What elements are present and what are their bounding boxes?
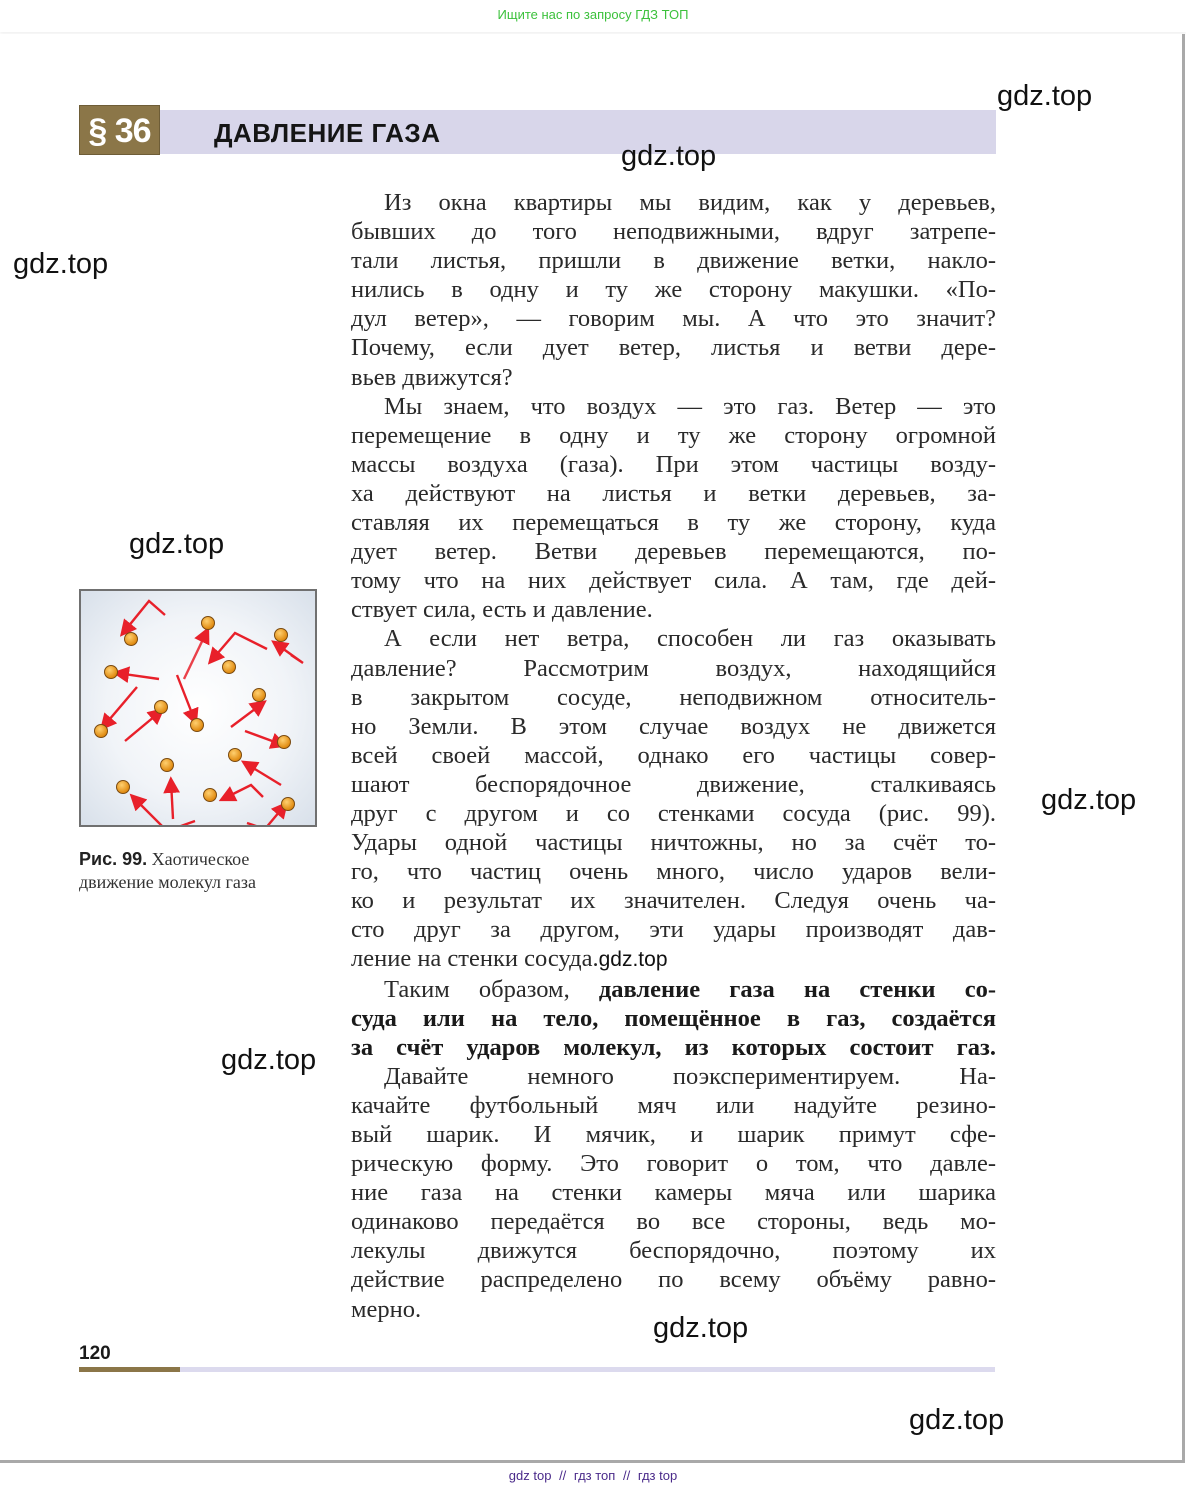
text-line: бывших до того неподвижными, вдруг затрепе- [351, 218, 996, 246]
text-line: тали листья, пришли в движение ветки, накло- [351, 247, 996, 275]
definition-bold-3: за счёт ударов молекул, из которых состоит газ. [351, 1033, 996, 1061]
text-line: Удары одной частицы ничтожны, но за счёт то- [351, 829, 996, 857]
watermark: gdz.top [221, 1044, 317, 1076]
text-line: А если нет ветра, способен ли газ оказывать [384, 625, 996, 653]
footer-separator: // [559, 1468, 567, 1483]
watermark: gdz.top [13, 248, 109, 280]
body-text [351, 188, 996, 1324]
text-line: Почему, если дует ветер, листья и ветви дере- [351, 334, 996, 362]
text-line: Мы знаем, что воздух — это газ. Ветер — это [384, 392, 996, 420]
figure-99-gas-molecules [79, 589, 317, 827]
text-line: Давайте немного поэкспериментируем. На- [384, 1062, 996, 1090]
text-line: массы воздуха (газа). При этом частицы возду- [351, 450, 996, 478]
text-line: дул ветер», — говорим мы. А что это значит? [351, 305, 996, 333]
footer-separator: // [622, 1468, 631, 1483]
watermark: gdz.top [1041, 784, 1137, 816]
text-line: в закрытом сосуде, неподвижном относитель- [351, 683, 996, 711]
inline-watermark: gdz.top [598, 948, 668, 972]
section-number-badge: § 36 [79, 105, 160, 155]
footer-links [0, 1468, 1186, 1483]
text-line: вьев движутся? [351, 363, 513, 391]
text-line: тому что на них действует сила. А там, где дей- [351, 567, 996, 595]
text-line: рическую форму. Это говорит о том, что давле- [351, 1150, 996, 1178]
text-line: лекулы движутся беспорядочно, поэтому их [351, 1237, 996, 1265]
molecule-motion-illustration [81, 591, 315, 825]
text-line: ставляя их перемещаться в ту же сторону, куда [351, 509, 996, 537]
text-line: перемещение в одну и ту же сторону огромной [351, 421, 996, 449]
text-line: действие распределено по всему объёму равно- [351, 1266, 996, 1294]
text-line: шают беспорядочное движение, сталкиваясь [351, 770, 996, 798]
footer-link-gdz-top-mixed[interactable]: гдз top [637, 1468, 678, 1483]
text-line: ние газа на стенки камеры мяча или шарика [351, 1179, 996, 1207]
text-line: Из окна квартиры мы видим, как у деревьев, [384, 189, 996, 216]
text-line: друг с другом и со стенками сосуда (рис. 99). [351, 799, 996, 827]
watermark: gdz.top [129, 528, 225, 560]
paragraph-5 [351, 1062, 996, 1324]
text-line: мерно. [351, 1295, 422, 1323]
paragraph-2 [351, 392, 996, 625]
text-line: качайте футбольный мяч или надуйте резино- [351, 1091, 996, 1119]
search-banner: Ищите нас по запросу ГДЗ ТОП [0, 0, 1186, 32]
text-line: го, что частиц очень много, число ударов вели- [351, 858, 996, 886]
text-line: ха действуют на листья и ветки деревьев, за- [351, 479, 996, 507]
page-number: 120 [79, 1343, 111, 1364]
text-line: вый шарик. И мячик, и шарик примут сфе- [351, 1121, 996, 1148]
watermark: gdz.top [909, 1404, 1005, 1436]
paragraph-3 [351, 624, 996, 974]
footer-link-gdz-top-ru[interactable]: гдз топ [573, 1468, 616, 1483]
figure-label: Рис. 99. [79, 849, 148, 869]
watermark: gdz.top [997, 80, 1093, 112]
text-line: дует ветер. Ветви деревьев перемещаются, по- [351, 538, 996, 566]
footer-rule [79, 1367, 995, 1372]
text-line: ствует сила, есть и давление. [351, 596, 653, 624]
paragraph-4 [351, 975, 996, 1062]
footer-rule-accent [79, 1367, 180, 1372]
watermark: gdz.top [653, 1312, 749, 1344]
text-line: всей своей массой, однако его частицы совер- [351, 741, 996, 769]
footer-link-gdz-top[interactable]: gdz top [508, 1468, 552, 1483]
section-title: ДАВЛЕНИЕ ГАЗА [214, 118, 441, 148]
definition-bold-1: давление газа на стенки со- [598, 975, 996, 1003]
watermark: gdz.top [621, 140, 717, 172]
text-line: нились в одну и ту же сторону макушки. «По- [351, 276, 996, 304]
figure-caption [79, 848, 319, 894]
p4-lead: Таким образом, [384, 975, 599, 1003]
definition-bold-2: суда или на тело, помещённое в газ, создаётся [351, 1004, 996, 1032]
text-line: но Земли. В этом случае воздух не движется [351, 712, 996, 740]
text-line: давление? Рассмотрим воздух, находящийся [351, 654, 996, 682]
text-line: ко и результат их значителен. Следуя очень ча- [351, 887, 996, 915]
text-line: ление на стенки сосуда.gdz.top [351, 945, 668, 973]
text-line: сто друг за другом, эти удары производят дав- [351, 916, 996, 944]
text-line: одинаково передаётся во все стороны, ведь мо- [351, 1208, 996, 1236]
figure-caption-text: Хаотическое движение молекул газа [79, 849, 257, 892]
paragraph-1 [351, 188, 996, 392]
